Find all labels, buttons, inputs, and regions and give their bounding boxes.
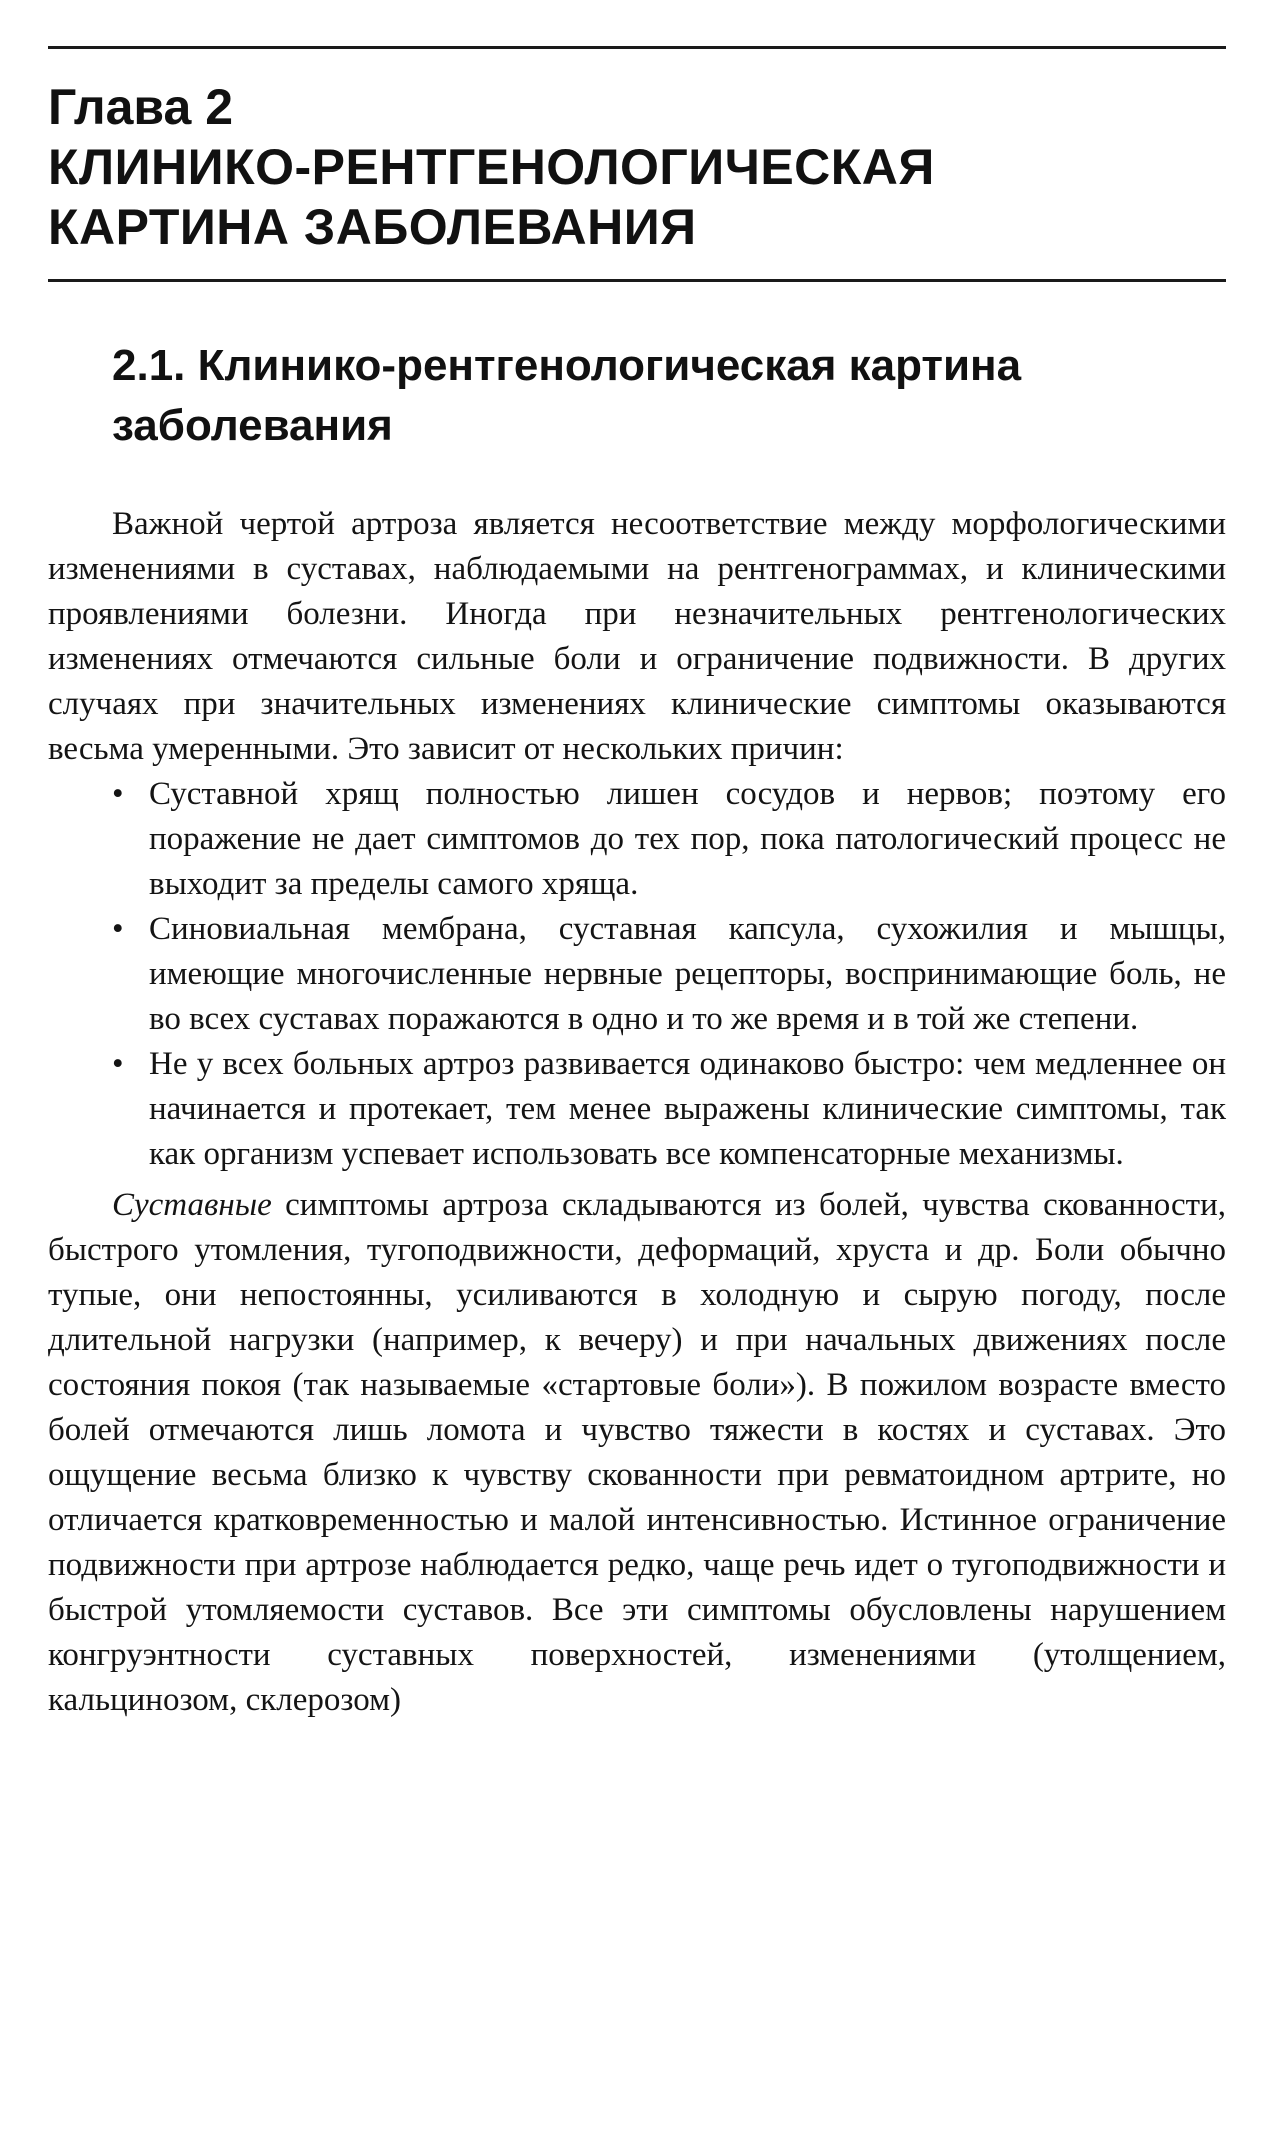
body-text <box>48 502 1226 1723</box>
bullet-text: Суставной хрящ полностью лишен сосудов и нервов; поэтому его поражение не дает симптомов до тех пор, пока патологический процесс не выходит за пределы самого хряща. <box>149 776 1226 902</box>
book-page <box>48 46 1226 1723</box>
bullet-icon: • <box>112 1046 124 1082</box>
bullet-item <box>48 1042 1226 1177</box>
chapter-title-line-1: КЛИНИКО-РЕНТГЕНОЛОГИЧЕСКАЯ <box>48 139 935 195</box>
paragraph-text: симптомы артроза складываются из болей, чувства скованности, быстрого утомления, тугоподвижности, деформаций, хруста и др. Боли обычно тупые, они непостоянны, усиливаются в холодную и сырую погоду, после длительной нагрузки (например, к вечеру) и при начальных движениях после состояния покоя (так называемые «стартовые боли»). В пожилом возрасте вместо болей отмечаются лишь ломота и чувство тяжести в костях и суставах. Это ощущение весьма близко к чувству скованности при ревматоидном артрите, но отличается кратковременностью и малой интенсивностью. Истинное ограничение подвижности при артрозе наблюдается редко, чаще речь идет о тугоподвижности и быстрой утомляемости суставов. Все эти симптомы обусловлены нарушением конгруэнтности суставных поверхностей, изменениями (утолщением, кальцинозом, склерозом) <box>48 1187 1226 1718</box>
bullet-item <box>48 907 1226 1042</box>
bullet-list <box>48 772 1226 1177</box>
bullet-icon: • <box>112 911 124 947</box>
bullet-text: Не у всех больных артроз развивается одинаково быстро: чем медленнее он начинается и протекает, тем менее выражены клинические симптомы, так как организм успевает использовать все компенсаторные механизмы. <box>149 1046 1226 1172</box>
intro-paragraph: Важной чертой артроза является несоответствие между морфологическими изменениями в суставах, наблюдаемыми на рентгенограммах, и клиническими проявлениями болезни. Иногда при незначительных рентгенологических изменениях отмечаются сильные боли и ограничение подвижности. В других случаях при значительных изменениях клинические симптомы оказываются весьма умеренными. Это зависит от нескольких причин: <box>48 506 1226 767</box>
italic-lead-word: Суставные <box>112 1187 272 1223</box>
chapter-header <box>48 49 1226 279</box>
bullet-text: Синовиальная мембрана, суставная капсула, сухожилия и мышцы, имеющие многочисленные нервные рецепторы, воспринимающие боль, не во всех суставах поражаются в одно и то же время и в той же степени. <box>149 911 1226 1037</box>
bottom-rule <box>48 279 1226 282</box>
bullet-item <box>48 772 1226 907</box>
chapter-title-line-2: КАРТИНА ЗАБОЛЕВАНИЯ <box>48 199 697 255</box>
section-heading <box>112 336 1226 456</box>
bullet-icon: • <box>112 776 124 812</box>
section-heading-line-1: 2.1. Клинико-рентгенологическая картина <box>112 341 1022 390</box>
section-heading-line-2: заболевания <box>112 401 393 450</box>
articular-symptoms-paragraph <box>48 1183 1226 1723</box>
chapter-label: Глава 2 <box>48 79 234 135</box>
